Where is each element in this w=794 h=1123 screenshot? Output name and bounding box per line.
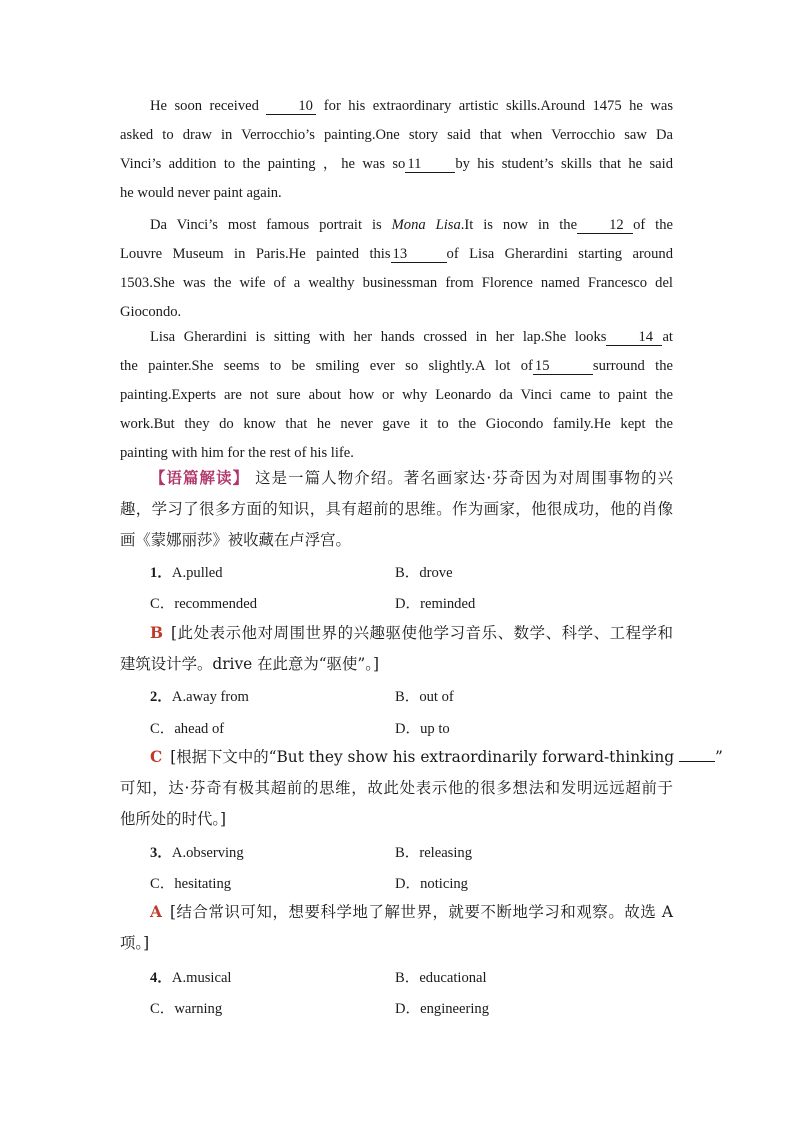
option-a[interactable]: A.pulled xyxy=(171,565,223,581)
artwork-title: Mona Lisa xyxy=(391,217,461,233)
text-run: by his student’s skills that he said xyxy=(455,156,673,172)
text-run: [此处表示他对周围世界的兴趣驱使他学习音乐、数学、科学、工程学和 xyxy=(171,624,673,642)
text-run: 这是一篇人物介绍。著名画家达·芬奇因为对周围事物的兴 xyxy=(255,469,673,487)
text-line: painting with him for the rest of his life. xyxy=(120,445,354,461)
text-line: 1503.She was the wife of a wealthy businessman from Florence named Francesco del xyxy=(120,275,673,291)
option-c[interactable]: C．warning xyxy=(150,1001,223,1017)
text-run: [根据下文中的“But they show his extraordinarily forward-thinking xyxy=(170,748,675,766)
option-b[interactable]: B．out of xyxy=(395,689,454,705)
blank-line xyxy=(679,749,715,762)
answer-letter: A xyxy=(150,903,162,921)
question-number: 4． xyxy=(150,970,172,986)
blank-12: 12 xyxy=(577,217,633,234)
text-run: for his extraordinary artistic skills.Around 1475 he was xyxy=(316,98,674,114)
text-line: asked to draw in Verrocchio’s painting.One story said that when Verrocchio saw Da xyxy=(120,127,673,143)
option-c[interactable]: C．hesitating xyxy=(150,876,232,892)
option-a[interactable]: A.away from xyxy=(171,689,249,705)
passage-analysis xyxy=(120,463,673,556)
text-run: Vinci’s addition to the painting ，he was so xyxy=(120,156,406,172)
text-line: 他所处的时代。] xyxy=(120,810,227,828)
blank-11: 11 xyxy=(405,156,455,173)
question-number: 3． xyxy=(150,845,172,861)
option-a[interactable]: A.musical xyxy=(171,970,232,986)
option-a[interactable]: A.observing xyxy=(171,845,244,861)
text-line: Giocondo. xyxy=(120,304,182,320)
text-line: 画《蒙娜丽莎》被收藏在卢浮宫。 xyxy=(120,531,351,549)
option-b[interactable]: B．educational xyxy=(395,970,487,986)
option-b[interactable]: B．drove xyxy=(395,565,453,581)
option-b[interactable]: B．releasing xyxy=(395,845,473,861)
text-line: he would never paint again. xyxy=(120,185,282,201)
passage-paragraph-3 xyxy=(120,323,673,468)
text-run: Lisa Gherardini is sitting with her hands crossed in her lap.She looks xyxy=(150,329,607,345)
question-number: 2． xyxy=(150,689,172,705)
option-d[interactable]: D．up to xyxy=(395,721,450,737)
text-line: work.But they do know that he never gave it to the Giocondo family.He kept the xyxy=(120,416,673,432)
passage-paragraph-1 xyxy=(120,92,673,208)
option-d[interactable]: D．reminded xyxy=(395,596,476,612)
question-1-explanation xyxy=(120,618,673,680)
text-run: Da Vinci’s most famous portrait is xyxy=(150,217,392,233)
blank-10: 10 xyxy=(266,98,316,115)
text-run: at xyxy=(662,329,673,345)
answer-letter: B xyxy=(150,624,164,642)
analysis-tag: 【语篇解读】 xyxy=(150,469,250,487)
text-run: of the xyxy=(633,217,673,233)
blank-13: 13 xyxy=(391,246,447,263)
text-run: of Lisa Gherardini starting around xyxy=(446,246,673,262)
passage-paragraph-2 xyxy=(120,211,673,327)
text-line: 建筑设计学。drive 在此意为“驱使”。] xyxy=(120,655,379,673)
text-line: 可知，达·芬奇有极其超前的思维，故此处表示他的很多想法和发明远远超前于 xyxy=(120,779,673,797)
text-run: the painter.She seems to be smiling ever so slightly.A lot of xyxy=(120,358,533,374)
text-run: Louvre Museum in Paris.He painted this xyxy=(120,246,391,262)
text-run: He soon received xyxy=(150,98,267,114)
question-2-explanation xyxy=(120,742,723,835)
option-c[interactable]: C．recommended xyxy=(150,596,257,612)
text-run: surround the xyxy=(592,358,673,374)
answer-letter: C xyxy=(150,748,163,766)
question-3-explanation xyxy=(120,897,673,959)
option-d[interactable]: D．noticing xyxy=(395,876,468,892)
text-line: 趣，学习了很多方面的知识，具有超前的思维。作为画家，他很成功，他的肖像 xyxy=(120,500,673,518)
question-number: 1． xyxy=(150,565,172,581)
text-line: 项。] xyxy=(120,934,150,952)
option-c[interactable]: C．ahead of xyxy=(150,721,225,737)
blank-14: 14 xyxy=(606,329,662,346)
text-run: .It is now in the xyxy=(460,217,578,233)
blank-15: 15 xyxy=(533,358,593,375)
option-d[interactable]: D．engineering xyxy=(395,1001,490,1017)
text-line: painting.Experts are not sure about how or why Leonardo da Vinci came to paint the xyxy=(120,387,673,403)
text-run: ” xyxy=(715,748,723,766)
text-run: [结合常识可知，想要科学地了解世界，就要不断地学习和观察。故选 A xyxy=(169,903,673,921)
